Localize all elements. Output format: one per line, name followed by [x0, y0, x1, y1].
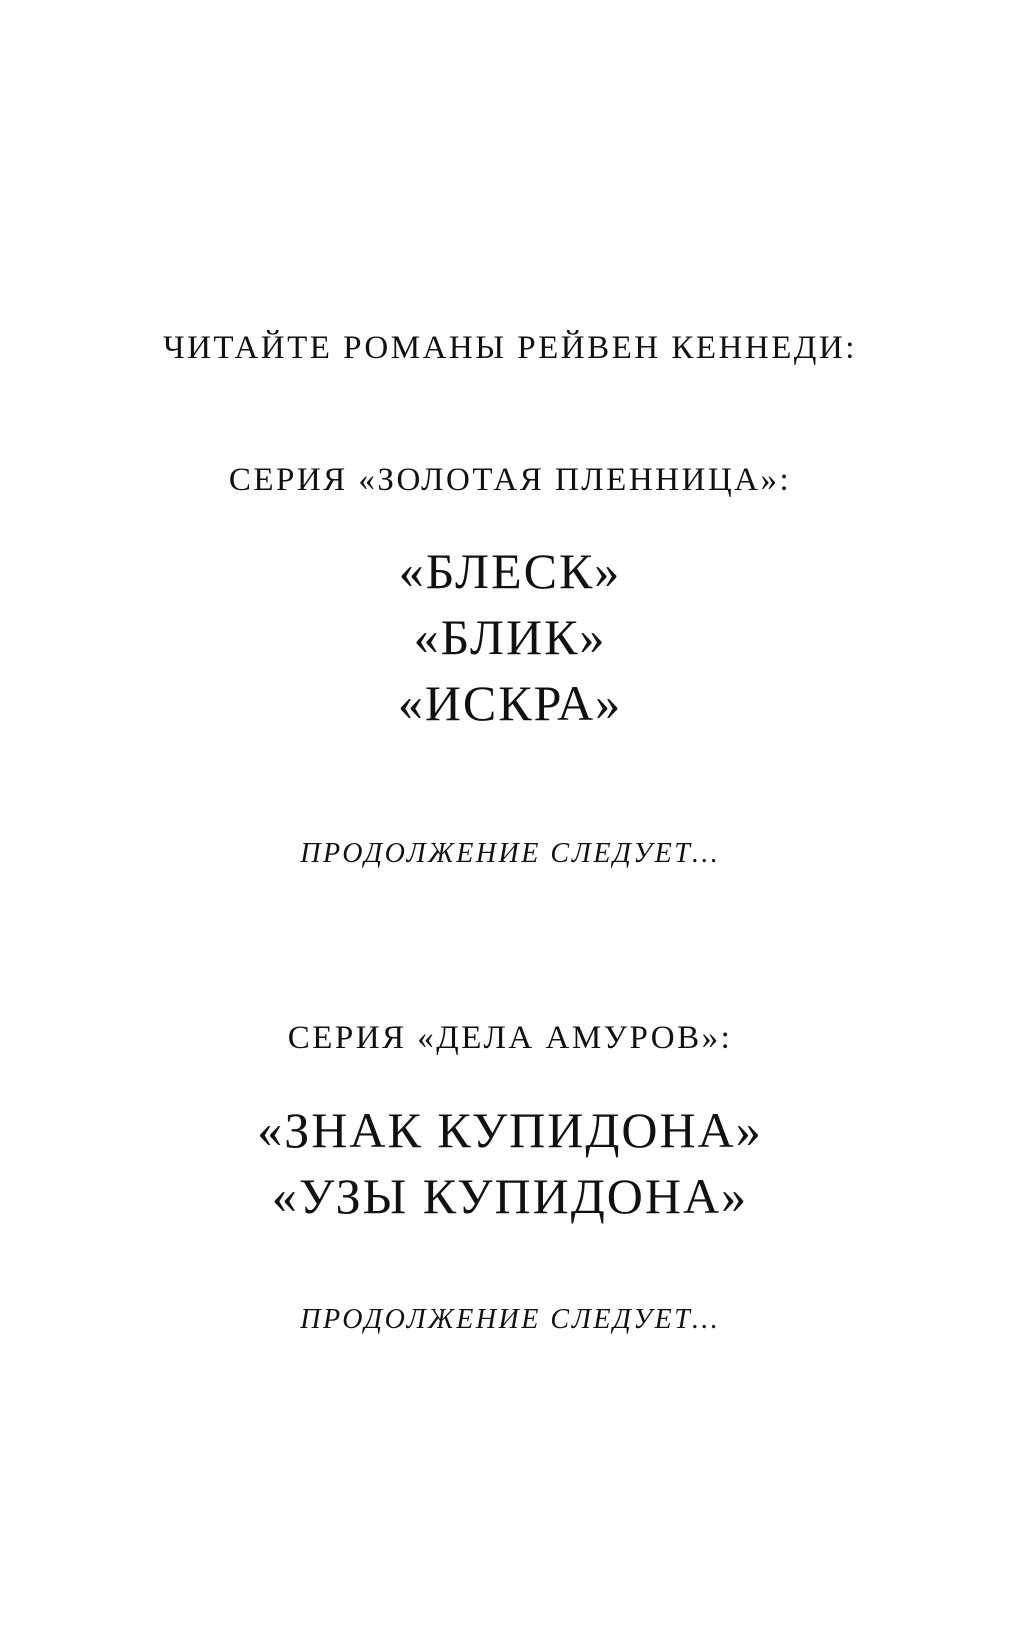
book-title: «ЗНАК КУПИДОНА» — [257, 1102, 763, 1158]
book-title: «БЛИК» — [413, 609, 607, 665]
series-title: СЕРИЯ «ДЕЛА АМУРОВ»: — [287, 1020, 733, 1056]
to-be-continued: ПРОДОЛЖЕНИЕ СЛЕДУЕТ… — [300, 838, 720, 869]
series-title: СЕРИЯ «ЗОЛОТАЯ ПЛЕННИЦА»: — [228, 462, 792, 498]
to-be-continued: ПРОДОЛЖЕНИЕ СЛЕДУЕТ… — [300, 1304, 720, 1335]
book-list — [0, 538, 1020, 736]
book-title: «БЛЕСК» — [398, 543, 622, 599]
book-list — [0, 1097, 1020, 1229]
page-heading: ЧИТАЙТЕ РОМАНЫ РЕЙВЕН КЕННЕДИ: — [163, 330, 857, 366]
book-title: «ИСКРА» — [397, 675, 623, 731]
book-title: «УЗЫ КУПИДОНА» — [271, 1168, 749, 1224]
